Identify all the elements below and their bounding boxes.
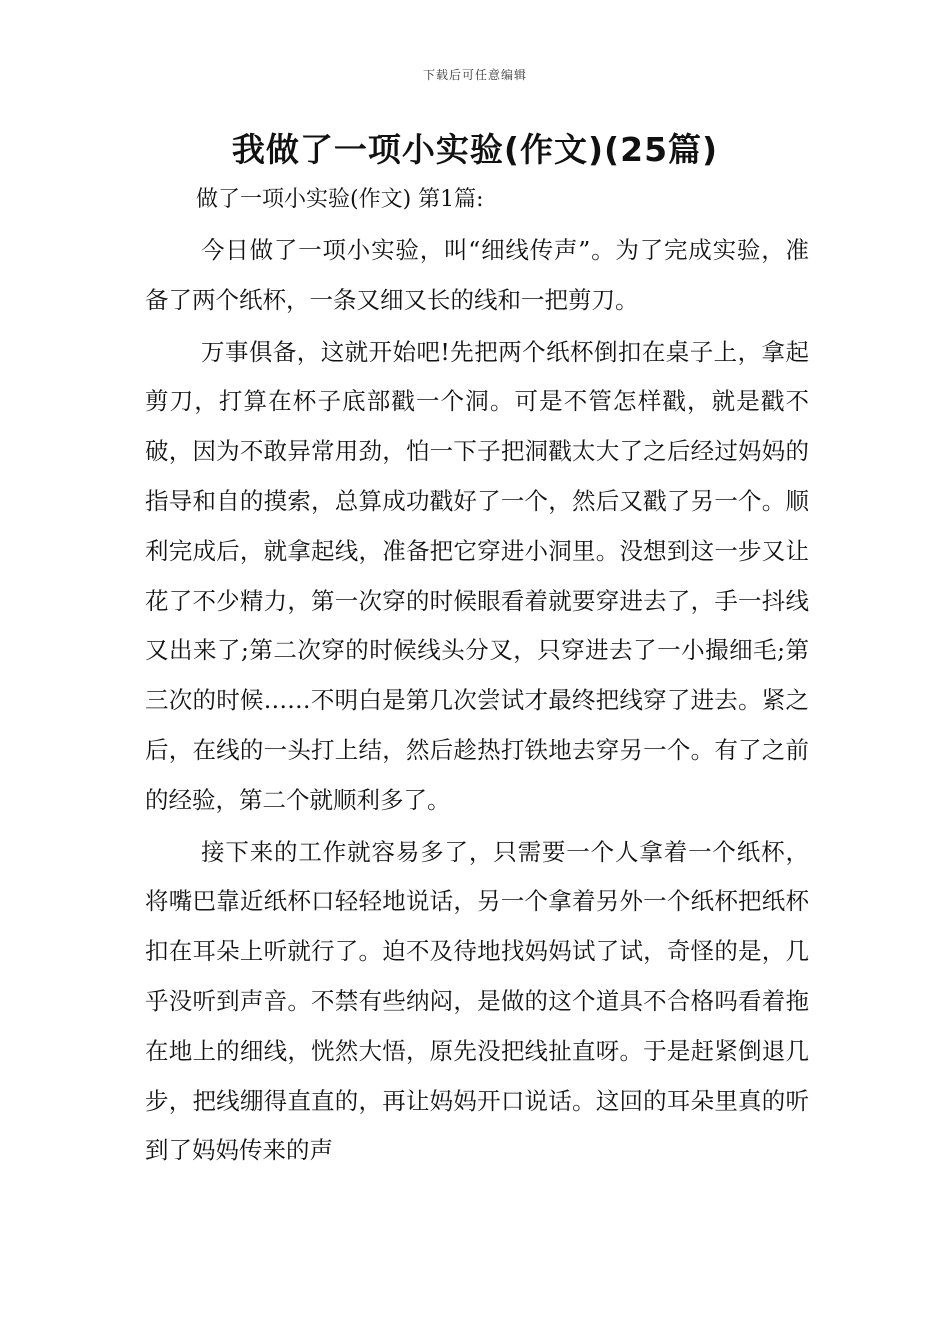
header-note: 下载后可任意编辑 <box>422 68 527 82</box>
document-title: 我做了一项小实验(作文)(25篇) <box>231 130 719 169</box>
paragraph: 万事俱备，这就开始吧!先把两个纸杯倒扣在桌子上，拿起剪刀，打算在杯子底部戳一个洞。可是不管怎样戳，就是戳不破，因为不敢异常用劲，怕一下子把洞戳太大了之后经过妈妈的指导和自的摸索，总算成功戳好了一个，然后又戳了另一个。顺利完成后，就拿起线，准备把它穿进小洞里。没想到这一步又让花了不少精力，第一次穿的时候眼看着就要穿进去了，手一抖线又出来了;第二次穿的时候线头分叉，只穿进去了一小撮细毛;第三次的时候……不明白是第几次尝试才最终把线穿了进去。紧之后，在线的一头打上结，然后趁热打铁地去穿另一个。有了之前的经验，第二个就顺利多了。 <box>145 337 809 814</box>
body-text <box>145 226 809 1178</box>
paragraph: 接下来的工作就容易多了，只需要一个人拿着一个纸杯，将嘴巴靠近纸杯口轻轻地说话，另一个拿着另外一个纸杯把纸杯扣在耳朵上听就行了。迫不及待地找妈妈试了试，奇怪的是，几乎没听到声音。不禁有些纳闷，是做的这个道具不合格吗看着拖在地上的细线，恍然大悟，原先没把线扯直呀。于是赶紧倒退几步，把线绷得直直的，再让妈妈开口说话。这回的耳朵里真的听到了妈妈传来的声 <box>145 837 809 1165</box>
paragraph: 今日做了一项小实验，叫“细线传声”。为了完成实验，准备了两个纸杯，一条又细又长的线和一把剪刀。 <box>145 236 809 314</box>
section-heading: 做了一项小实验(作文) 第1篇: <box>196 187 484 212</box>
